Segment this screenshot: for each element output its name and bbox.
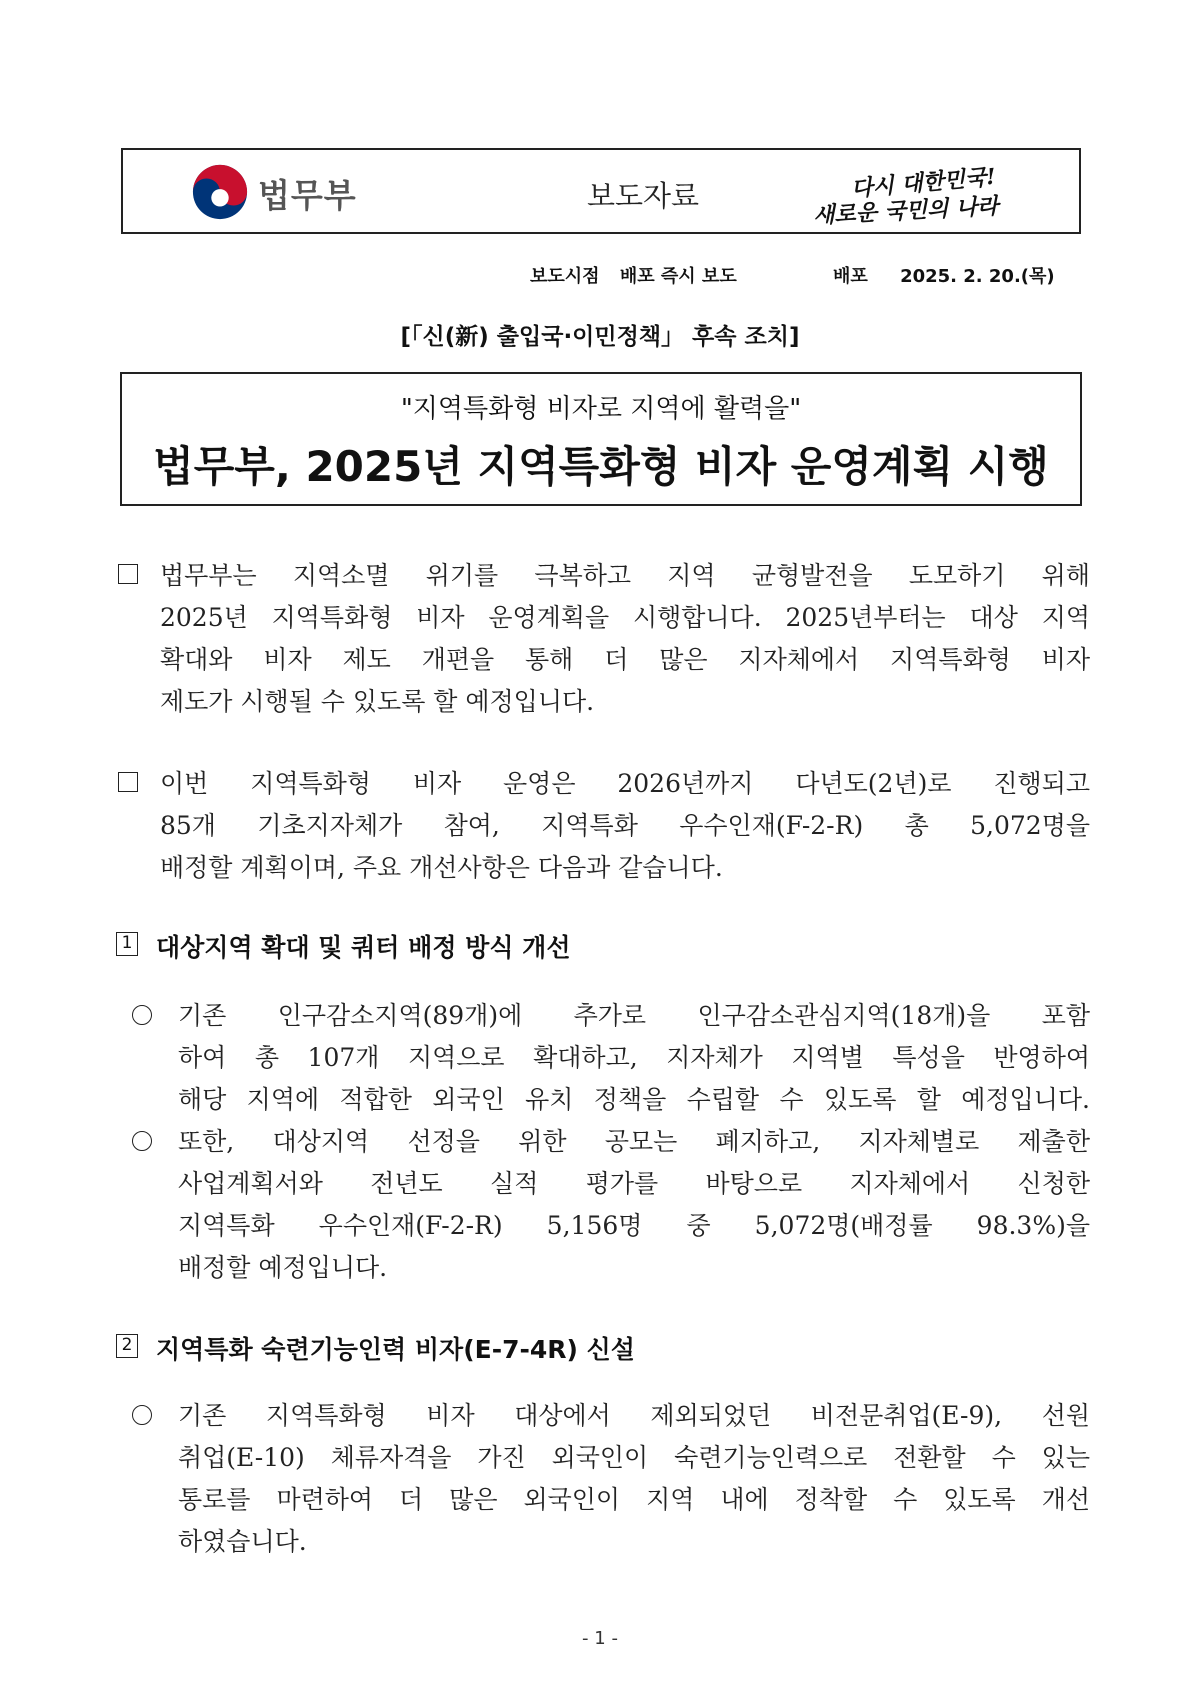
paragraph-line: 배정할 예정입니다.: [178, 1253, 388, 1282]
slogan-line-1: 다시 대한민국!: [850, 163, 997, 203]
paragraph-line: 해당 지역에 적합한 외국인 유치 정책을 수립할 수 있도록 할 예정입니다.: [178, 1085, 1090, 1114]
ministry-logo-icon: [191, 163, 249, 221]
paragraph-line: 85개 기초지자체가 참여, 지역특화 우수인재(F-2-R) 총 5,072명을: [160, 811, 1090, 840]
circle-bullet-icon: [132, 1005, 152, 1025]
paragraph-line: 취업(E-10) 체류자격을 가진 외국인이 숙련기능인력으로 전환할 수 있는: [178, 1443, 1090, 1472]
paragraph-line: 사업계획서와 전년도 실적 평가를 바탕으로 지자체에서 신청한: [178, 1169, 1090, 1198]
release-time-value: 배포 즉시 보도: [619, 266, 737, 287]
paragraph-line: 확대와 비자 제도 개편을 통해 더 많은 지자체에서 지역특화형 비자: [160, 645, 1090, 674]
circle-bullet-icon: [132, 1405, 152, 1425]
section-1-title: 대상지역 확대 및 쿼터 배정 방식 개선: [156, 933, 571, 962]
paragraph-line: 배정할 계획이며, 주요 개선사항은 다음과 같습니다.: [160, 853, 723, 882]
slogan-calligraphy: [803, 158, 1053, 228]
headline-title: 법무부, 2025년 지역특화형 비자 운영계획 시행: [153, 442, 1049, 491]
section-2-title: 지역특화 숙련기능인력 비자(E-7-4R) 신설: [156, 1335, 635, 1364]
release-time-label: 보도시점: [530, 266, 600, 287]
paragraph-line: 하였습니다.: [178, 1527, 307, 1556]
paragraph-line: 2025년 지역특화형 비자 운영계획을 시행합니다. 2025년부터는 대상 지역: [160, 603, 1090, 632]
paragraph-line: 제도가 시행될 수 있도록 할 예정입니다.: [160, 687, 595, 716]
page-number: - 1 -: [582, 1628, 618, 1649]
release-date-label: 배포: [833, 266, 868, 287]
release-info: [530, 262, 1055, 288]
paragraph-line: 또한, 대상지역 선정을 위한 공모는 폐지하고, 지자체별로 제출한: [178, 1127, 1090, 1156]
ministry-name: 법무부: [258, 176, 357, 215]
follow-up-note: [「신(新) 출입국·이민정책」 후속 조치]: [400, 324, 800, 350]
press-release-header: [121, 148, 1081, 234]
release-date-value: 2025. 2. 20.(목): [900, 266, 1055, 287]
paragraph-line: 하여 총 107개 지역으로 확대하고, 지자체가 지역별 특성을 반영하여: [178, 1043, 1090, 1072]
slogan-line-2: 새로운 국민의 나라: [812, 193, 999, 229]
headline-subtitle: "지역특화형 비자로 지역에 활력을": [400, 394, 802, 424]
paragraph-line: 통로를 마련하여 더 많은 외국인이 지역 내에 정착할 수 있도록 개선: [178, 1485, 1090, 1514]
circle-bullet-icon: [132, 1131, 152, 1151]
square-bullet-icon: [118, 564, 138, 584]
paragraph-line: 법무부는 지역소멸 위기를 극복하고 지역 균형발전을 도모하기 위해: [160, 561, 1090, 590]
section-number-box: 2: [116, 1334, 138, 1358]
square-bullet-icon: [118, 772, 138, 792]
paragraph-line: 기존 인구감소지역(89개)에 추가로 인구감소관심지역(18개)을 포함: [178, 1001, 1090, 1030]
press-release-label: 보도자료: [586, 179, 700, 213]
paragraph-line: 지역특화 우수인재(F-2-R) 5,156명 중 5,072명(배정률 98.3%)을: [178, 1211, 1090, 1240]
paragraph-line: 기존 지역특화형 비자 대상에서 제외되었던 비전문취업(E-9), 선원: [178, 1401, 1090, 1430]
headline-box: [120, 372, 1082, 506]
paragraph-line: 이번 지역특화형 비자 운영은 2026년까지 다년도(2년)로 진행되고: [160, 769, 1090, 798]
section-number-box: 1: [116, 932, 138, 956]
